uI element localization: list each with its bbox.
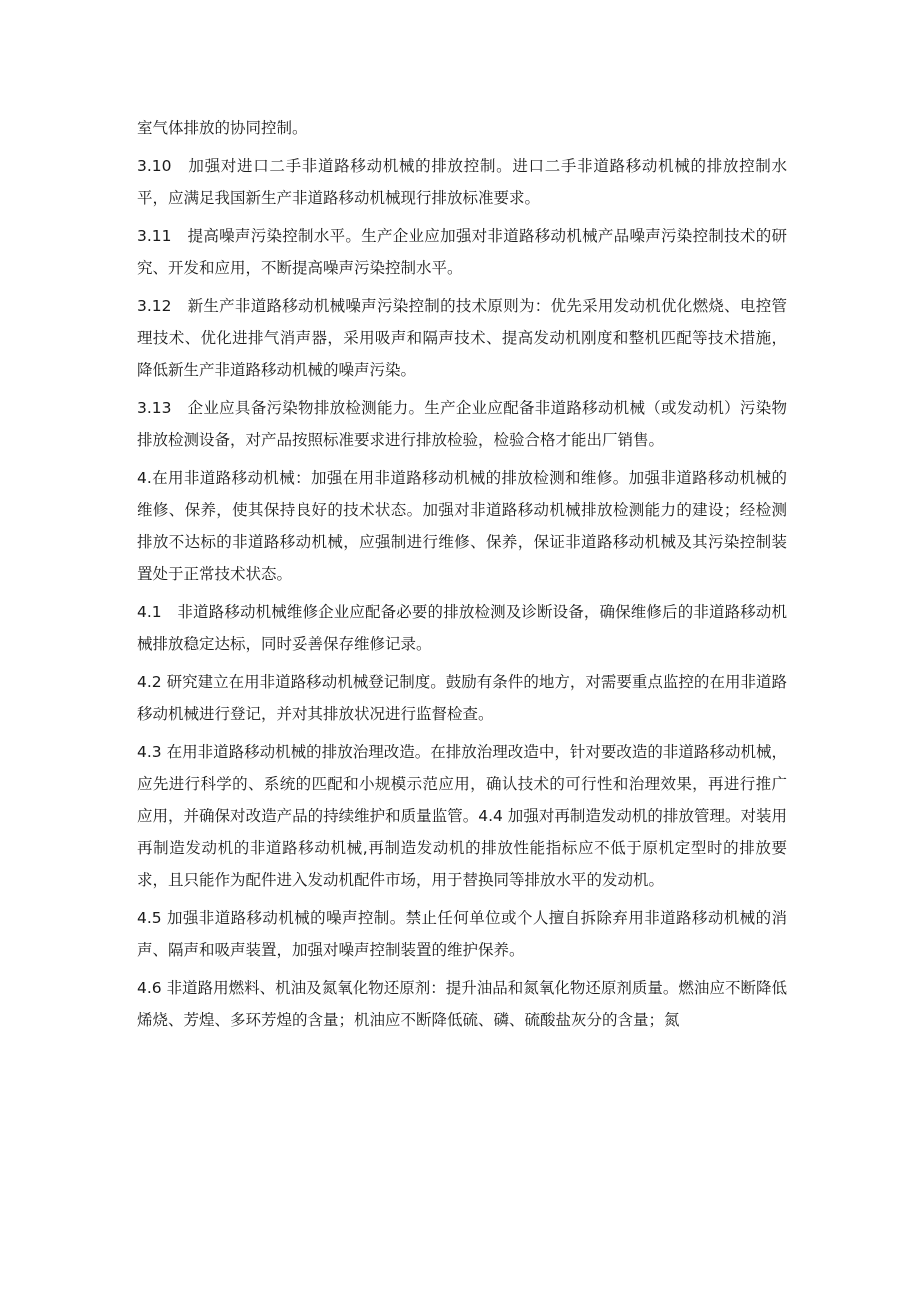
document-body (137, 112, 787, 1042)
paragraph-3-11: 3.11 提高噪声污染控制水平。生产企业应加强对非道路移动机械产品噪声污染控制技术的研究、开发和应用，不断提高噪声污染控制水平。 (137, 227, 787, 277)
paragraph-4: 4.在用非道路移动机械：加强在用非道路移动机械的排放检测和维修。加强非道路移动机械的维修、保养，使其保持良好的技术状态。加强对非道路移动机械排放检测能力的建设；经检测排放不达标的非道路移动机械，应强制进行维修、保养，保证非道路移动机械及其污染控制装置处于正常技术状态。 (137, 469, 787, 583)
paragraph-3-13: 3.13 企业应具备污染物排放检测能力。生产企业应配备非道路移动机械（或发动机）污染物排放检测设备，对产品按照标准要求进行排放检验，检验合格才能出厂销售。 (137, 399, 787, 449)
paragraph-4-3-4-4: 4.3 在用非道路移动机械的排放治理改造。在排放治理改造中，针对要改造的非道路移动机械，应先进行科学的、系统的匹配和小规模示范应用，确认技术的可行性和治理效果，再进行推广应用，并确保对改造产品的持续维护和质量监管。4.4 加强对再制造发动机的排放管理。对装用再制造发动机的非道路移动机械,再制造发动机的排放性能指标应不低于原机定型时的排放要求，且只能作为配件进入发动机配件市场，用于替换同等排放水平的发动机。 (137, 743, 787, 889)
paragraph-3-12: 3.12 新生产非道路移动机械噪声污染控制的技术原则为：优先采用发动机优化燃烧、电控管理技术、优化进排气消声器，采用吸声和隔声技术、提高发动机刚度和整机匹配等技术措施，降低新生产非道路移动机械的噪声污染。 (137, 297, 787, 379)
paragraph-4-2: 4.2 研究建立在用非道路移动机械登记制度。鼓励有条件的地方，对需要重点监控的在用非道路移动机械进行登记，并对其排放状况进行监督检查。 (137, 673, 787, 723)
paragraph-3-10: 3.10 加强对进口二手非道路移动机械的排放控制。进口二手非道路移动机械的排放控制水平，应满足我国新生产非道路移动机械现行排放标准要求。 (137, 157, 787, 207)
paragraph-continuation: 室气体排放的协同控制。 (137, 119, 308, 137)
paragraph-4-1: 4.1 非道路移动机械维修企业应配备必要的排放检测及诊断设备，确保维修后的非道路移动机械排放稳定达标，同时妥善保存维修记录。 (137, 603, 787, 653)
paragraph-4-5: 4.5 加强非道路移动机械的噪声控制。禁止任何单位或个人擅自拆除弃用非道路移动机械的消声、隔声和吸声装置，加强对噪声控制装置的维护保养。 (137, 909, 787, 959)
paragraph-4-6: 4.6 非道路用燃料、机油及氮氧化物还原剂：提升油品和氮氧化物还原剂质量。燃油应不断降低烯烧、芳煌、多环芳煌的含量；机油应不断降低硫、磷、硫酸盐灰分的含量；氮 (137, 979, 787, 1029)
